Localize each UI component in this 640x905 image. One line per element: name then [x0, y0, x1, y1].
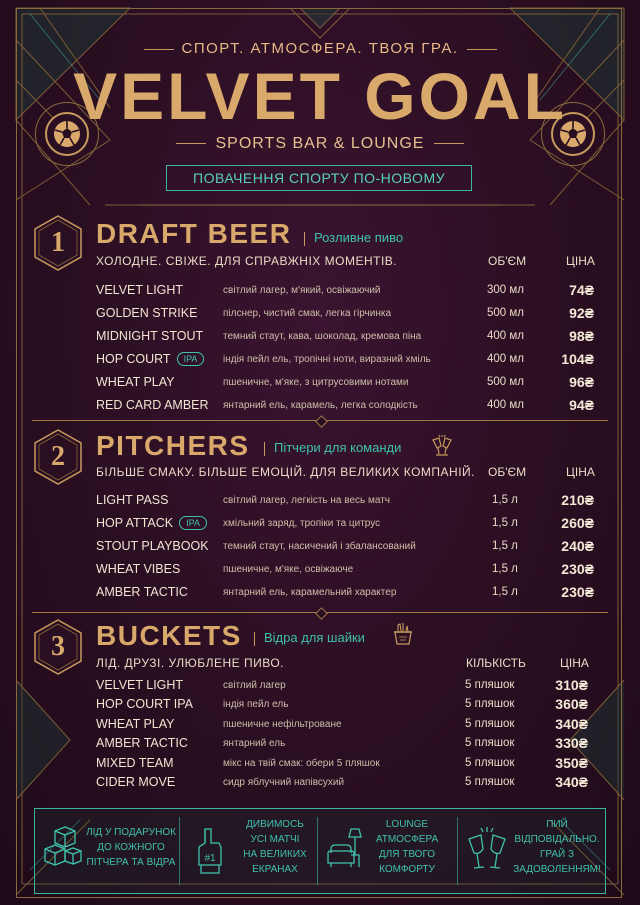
- item-description: світлий лагер, легкість на весь матч: [223, 495, 391, 506]
- item-price: 94₴: [569, 397, 594, 413]
- section-number: 2: [51, 441, 65, 472]
- column-header-quantity: КІЛЬКІСТЬ: [466, 656, 526, 670]
- item-description: янтарний ель, карамельний характер: [223, 587, 397, 598]
- item-description: хмільний заряд, тропіки та цитрус: [223, 518, 381, 529]
- item-name: STOUT PLAYBOOK: [96, 539, 209, 553]
- section-title: PITCHERS: [96, 430, 250, 461]
- item-name-text: HOP ATTACK: [96, 516, 174, 530]
- section-tagline: ЛІД. ДРУЗІ. УЛЮБЛЕНЕ ПИВО.: [96, 656, 284, 670]
- section-divider: [32, 612, 608, 613]
- perk-text-line: ПІТЧЕРА ТА ВІДРА: [86, 857, 176, 868]
- item-price: 240₴: [561, 538, 594, 554]
- menu-item: [96, 677, 602, 696]
- menu-item: [96, 774, 602, 793]
- item-description: пілснер, чистий смак, легка гірчинка: [223, 308, 392, 319]
- section-divider: [32, 420, 608, 421]
- item-volume: 400 мл: [487, 353, 524, 365]
- menu-item: [96, 372, 602, 395]
- menu-item: [96, 582, 602, 605]
- section-tagline: ХОЛОДНЕ. СВІЖЕ. ДЛЯ СПРАВЖНІХ МОМЕНТІВ.: [96, 254, 398, 268]
- item-name: [96, 516, 207, 530]
- item-description: пшеничне нефільтроване: [223, 718, 342, 730]
- item-name: [96, 352, 204, 366]
- menu-item: [96, 490, 602, 513]
- item-price: 350₴: [555, 754, 588, 771]
- section-number: 1: [51, 227, 65, 258]
- menu-item: [96, 559, 602, 582]
- menu-item: [96, 326, 602, 349]
- section-buckets: [32, 616, 608, 801]
- column-header-price: ЦІНА: [566, 465, 595, 479]
- perk-text-line: LOUNGE: [385, 819, 429, 830]
- header-subtitle: [0, 135, 640, 153]
- lounge-sofa-icon: [325, 825, 369, 875]
- item-name: MIXED TEAM: [96, 755, 174, 770]
- menu-item: [96, 696, 602, 715]
- item-volume: 1,5 л: [492, 517, 518, 529]
- item-price: 340₴: [555, 715, 588, 732]
- ipa-badge: IPA: [179, 516, 207, 530]
- item-volume: 400 мл: [487, 399, 524, 411]
- section-pitchers: [32, 426, 608, 606]
- item-description: світлий лагер: [223, 680, 286, 691]
- perk-text-line: ДИВИМОСЬ: [246, 819, 304, 830]
- item-name: AMBER TACTIC: [96, 736, 188, 751]
- perk-text: [85, 825, 177, 870]
- item-price: 74₴: [569, 282, 594, 298]
- header-tagline-text: СПОРТ. АТМОСФЕРА. ТВОЯ ГРА.: [181, 40, 459, 57]
- menu-item: [96, 536, 602, 559]
- section-number: 3: [51, 631, 65, 662]
- item-name: GOLDEN STRIKE: [96, 306, 198, 320]
- item-description: індія пейл ель, тропічні ноти, виразний хміль: [223, 354, 431, 365]
- item-price: 96₴: [569, 374, 594, 390]
- item-volume: 1,5 л: [492, 563, 518, 575]
- perk-text-line: УСІ МАТЧІ: [250, 834, 300, 845]
- perk-text-line: АТМОСФЕРА: [375, 834, 439, 845]
- footer-separator: [317, 817, 318, 885]
- item-quantity: 5 пляшок: [465, 698, 515, 711]
- menu-item: [96, 755, 602, 774]
- perk-text-line: ЗАДОВОЛЕННЯМ!: [513, 864, 601, 875]
- cheers-glasses-icon: [465, 825, 509, 875]
- perk-text-line: ДО КОЖНОГО: [97, 842, 165, 853]
- item-quantity: 5 пляшок: [465, 775, 515, 788]
- perk-lounge: [319, 809, 459, 893]
- item-price: 260₴: [561, 515, 594, 531]
- footer-separator: [179, 817, 180, 885]
- ipa-badge: IPA: [177, 352, 205, 366]
- item-price: 210₴: [561, 492, 594, 508]
- item-description: мікс на твій смак: обери 5 пляшок: [223, 757, 380, 769]
- item-description: пшеничне, м'яке, освіжаюче: [223, 564, 354, 575]
- item-quantity: 5 пляшок: [465, 679, 515, 691]
- perk-text-line: ДЛЯ ТВОГО: [378, 849, 436, 860]
- item-price: 230₴: [561, 561, 594, 577]
- perk-drink-responsibly: [459, 809, 605, 893]
- section-tagline: БІЛЬШЕ СМАКУ. БІЛЬШЕ ЕМОЦІЙ. ДЛЯ ВЕЛИКИХ КОМПАНІЙ.: [96, 465, 476, 479]
- item-volume: 1,5 л: [492, 586, 518, 598]
- item-price: 92₴: [569, 305, 594, 321]
- item-volume: 1,5 л: [492, 494, 518, 506]
- item-description: пшеничне, м'яке, з цитрусовими нотами: [223, 377, 409, 388]
- header-subtitle-text: SPORTS BAR & LOUNGE: [215, 135, 425, 152]
- perk-text-line: ЕКРАНАХ: [252, 864, 298, 875]
- item-name: VELVET LIGHT: [96, 678, 184, 692]
- menu-item: [96, 513, 602, 536]
- perk-text-line: ЛІД У ПОДАРУНОК: [86, 827, 176, 838]
- item-description: темний стаут, кава, шоколад, кремова піна: [223, 331, 422, 342]
- menu-item: [96, 395, 602, 418]
- column-header-price: ЦІНА: [560, 656, 589, 670]
- item-volume: 500 мл: [487, 376, 524, 388]
- foam-finger-label: #1: [204, 853, 216, 864]
- item-name-text: HOP COURT: [96, 352, 171, 366]
- item-name: WHEAT VIBES: [96, 562, 181, 576]
- header-slogan: ПОВАЧЕННЯ СПОРТУ ПО-НОВОМУ: [166, 165, 472, 191]
- item-name: WHEAT PLAY: [96, 375, 175, 389]
- perk-text: [509, 817, 605, 877]
- perk-text-line: НА ВЕЛИКИХ: [243, 849, 307, 860]
- section-subtitle: Відра для шайки: [254, 630, 365, 646]
- item-description: янтарний ель, карамель, легка солодкість: [223, 400, 418, 411]
- menu-item: [96, 716, 602, 735]
- item-name: VELVET LIGHT: [96, 283, 184, 297]
- section-subtitle: Розливне пиво: [304, 230, 403, 246]
- column-header-price: ЦІНА: [566, 254, 595, 268]
- item-price: 340₴: [555, 773, 588, 790]
- perk-text-line: КОМФОРТУ: [379, 864, 435, 875]
- foam-finger-icon: [187, 825, 231, 875]
- item-name: RED CARD AMBER: [96, 398, 209, 412]
- ice-bucket-icon: [392, 622, 414, 646]
- footer-perks: [34, 808, 606, 894]
- section-draft-beer: [32, 212, 608, 412]
- item-volume: 400 мл: [487, 330, 524, 342]
- item-price: 310₴: [555, 677, 588, 693]
- cheers-glasses-icon: [430, 434, 454, 456]
- item-description: індія пейл ель: [223, 699, 289, 711]
- perk-free-ice: [35, 809, 175, 893]
- menu-item: [96, 735, 602, 754]
- item-name: LIGHT PASS: [96, 493, 169, 507]
- footer-separator: [457, 817, 458, 885]
- item-volume: 500 мл: [487, 307, 524, 319]
- page-title: VELVET GOAL: [73, 59, 567, 133]
- item-price: 330₴: [555, 735, 588, 752]
- section-title: BUCKETS: [96, 620, 242, 651]
- item-description: темний стаут, насичений і збалансований: [223, 541, 416, 552]
- item-quantity: 5 пляшок: [465, 717, 515, 730]
- header-tagline: [0, 40, 640, 57]
- menu-item: [96, 280, 602, 303]
- column-header-volume: ОБ'ЄМ: [488, 465, 527, 479]
- item-name: WHEAT PLAY: [96, 716, 175, 731]
- perk-text: [369, 817, 445, 877]
- menu-item: [96, 303, 602, 326]
- section-subtitle: Пітчери для команди: [264, 440, 401, 456]
- section-title: DRAFT BEER: [96, 218, 292, 249]
- item-description: янтарний ель: [223, 738, 286, 750]
- item-name: CIDER MOVE: [96, 774, 176, 789]
- item-price: 360₴: [555, 696, 588, 713]
- item-price: 230₴: [561, 584, 594, 600]
- column-header-volume: ОБ'ЄМ: [488, 254, 527, 268]
- perk-big-screens: [181, 809, 321, 893]
- item-quantity: 5 пляшок: [465, 756, 515, 769]
- item-name: AMBER TACTIC: [96, 585, 188, 599]
- item-description: сидр яблучний напівсухий: [223, 776, 345, 788]
- item-name: MIDNIGHT STOUT: [96, 329, 204, 343]
- perk-text-line: ГРАЙ З: [539, 849, 575, 860]
- item-volume: 300 мл: [487, 284, 524, 296]
- perk-text-line: ВІДПОВІДАЛЬНО.: [514, 834, 600, 845]
- item-volume: 1,5 л: [492, 540, 518, 552]
- perk-text: [233, 817, 317, 877]
- menu-item: [96, 349, 602, 372]
- item-name: HOP COURT IPA: [96, 697, 194, 712]
- ice-cubes-icon: [41, 825, 85, 875]
- item-price: 104₴: [561, 351, 594, 367]
- item-quantity: 5 пляшок: [465, 737, 515, 750]
- item-description: світлий лагер, м'який, освіжаючий: [223, 285, 381, 296]
- item-price: 98₴: [569, 328, 594, 344]
- perk-text-line: ПИЙ: [546, 819, 568, 830]
